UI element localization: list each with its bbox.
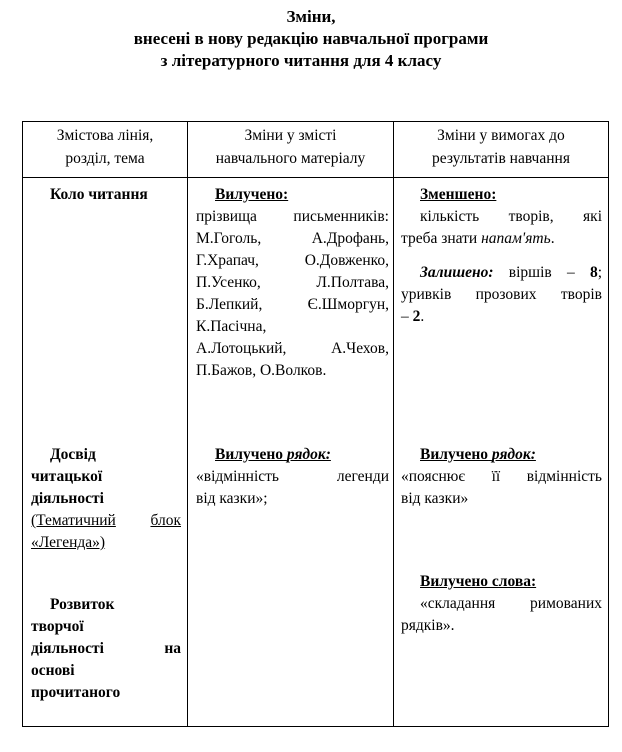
results-reduced: Зменшено: кількість творів, які треба знати напам'ять. Залишено: віршів – 8; уривків прозових творів – 2. — [401, 186, 603, 325]
column-divider-1 — [187, 122, 188, 726]
header-result-changes: Зміни у вимогах до результатів навчання — [432, 127, 570, 167]
document-title-line-3: з літературного читання для 4 класу — [160, 51, 442, 70]
results-removed-line: Вилучено рядок: «пояснює її відмінність від казки» — [401, 446, 602, 507]
thematic-block-line: (Тематичний блок — [31, 512, 181, 529]
header-content-changes: Зміни у змісті навчального матеріалу — [215, 127, 366, 167]
header-divider — [23, 177, 608, 178]
header-content-line: Змістова лінія, розділ, тема — [56, 127, 154, 167]
topic-creative-activity: Розвиток творчої діяльності на основі прочитаного — [31, 596, 181, 701]
document-title-line-1: Зміни, — [286, 7, 336, 26]
topic-reading-experience: Досвід читацької діяльності (Тематичний блок «Легенда») — [31, 446, 181, 551]
changes-table — [22, 121, 609, 727]
results-removed-words: Вилучено слова: «складання римованих рядків». — [401, 573, 602, 634]
column-divider-2 — [393, 122, 394, 726]
content-removed-writers: Вилучено: прізвища письменників: М.Гоголь, А.Дрофань, Г.Храпач, О.Довженко, П.Усенко, Л.Полтава, Б.Лепкий, Є.Шморгун, К.Пасічна, А.Лотоцький, А.Чехов, П.Бажов, О.Волков. — [196, 186, 389, 379]
content-removed-line: Вилучено рядок: «відмінність легенди від казки»; — [196, 446, 389, 507]
document-title-line-2: внесені в нову редакцію навчальної програми — [133, 29, 489, 48]
topic-reading-circle: Коло читання — [50, 186, 148, 203]
